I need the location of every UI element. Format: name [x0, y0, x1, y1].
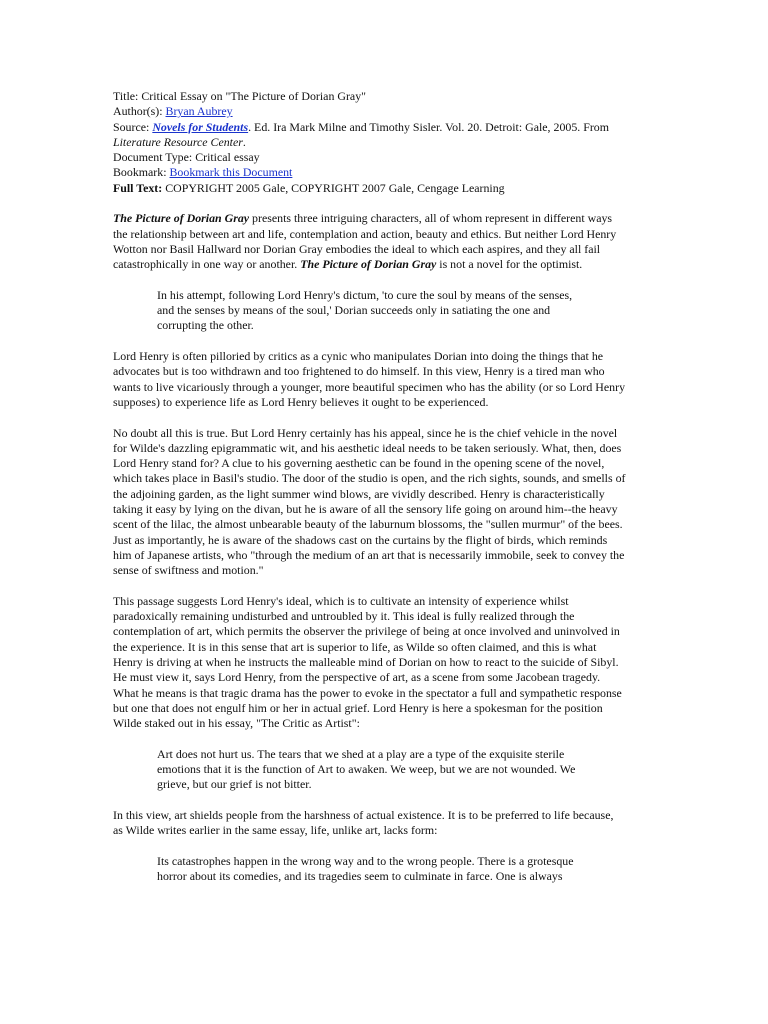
- quote-line: Art does not hurt us. The tears that we shed at a play are a type of the exquisite sterile: [157, 746, 565, 761]
- novel-title: The Picture of Dorian Gray: [113, 211, 250, 226]
- block-quote-1: [157, 288, 658, 334]
- doctype-label: Document Type:: [113, 150, 193, 165]
- paragraph-line: scent of the lilac, the almost unbearable beauty of the laburnum blossoms, the "sullen murmur" of the bees.: [113, 517, 623, 532]
- paragraph-line: supposes) to experience life as Lord Henry believes it ought to be experienced.: [113, 394, 489, 409]
- block-quote-3: [157, 854, 658, 885]
- paragraph-line: the experience. It is in this sense that art is superior to life, as Wilde so often claimed, and this is what: [113, 639, 597, 654]
- source-line: [113, 120, 658, 135]
- quote-line: In his attempt, following Lord Henry's dictum, 'to cure the soul by means of the senses,: [157, 287, 573, 302]
- quote-line: and the senses by means of the soul,' Dorian succeeds only in satiating the one and: [157, 303, 551, 318]
- fulltext-line: [113, 181, 658, 196]
- source-database: Literature Resource Center: [113, 134, 243, 149]
- paragraph-line: [113, 211, 658, 226]
- quote-line: emotions that it is the function of Art to awaken. We weep, but we are not wounded. We: [157, 762, 576, 777]
- paragraph-line: [113, 257, 658, 272]
- document-metadata: [113, 89, 658, 196]
- paragraph-line: advocates but is too withdrawn and too frightened to do himself. In this view, Henry is a tired man who: [113, 364, 605, 379]
- paragraph-line: him of Japanese artists, who "through the medium of an art that is necessarily immobile, seek to convey the: [113, 547, 625, 562]
- paragraph-line: This passage suggests Lord Henry's ideal, which is to cultivate an intensity of experience whilst: [113, 593, 569, 608]
- paragraph-line: the adjoining garden, as the light summer wind blows, are vividly described. Henry is characteristically: [113, 486, 605, 501]
- title-value: Critical Essay on "The Picture of Dorian Gray": [141, 89, 366, 103]
- intro-paragraph: [113, 211, 658, 272]
- source-link[interactable]: Novels for Students: [152, 119, 249, 134]
- paragraph-line: as Wilde writes earlier in the same essay, life, unlike art, lacks form:: [113, 823, 438, 838]
- text-run: presents three intriguing characters, all of whom represent in different ways: [249, 211, 613, 226]
- paragraph-line: Lord Henry is often pilloried by critics as a cynic who manipulates Dorian into doing the things that he: [113, 349, 604, 364]
- title-line: [113, 89, 658, 104]
- paragraph-line: Just as importantly, he is aware of the shadows cast on the curtains by the flight of birds, which reminds: [113, 532, 608, 547]
- paragraph-line: No doubt all this is true. But Lord Henry certainly has his appeal, since he is the chief vehicle in the novel: [113, 425, 618, 440]
- bookmark-label: Bookmark:: [113, 165, 167, 180]
- paragraph-line: Henry is driving at when he instructs the malleable mind of Dorian on how to react to the suicide of Sibyl.: [113, 654, 619, 669]
- authors-label: Author(s):: [113, 104, 163, 119]
- authors-line: [113, 104, 658, 119]
- paragraph-line: He must view it, says Lord Henry, from the perspective of art, as a scene from some Jacobean tragedy.: [113, 670, 601, 685]
- fulltext-label: Full Text:: [113, 180, 163, 195]
- paragraph-line: which takes place in Basil's studio. The door of the studio is open, and the rich sights, sounds, and smells of: [113, 471, 626, 486]
- paragraph-line: wants to live vicariously through a younger, more beautiful specimen who has the ability (or so Lord Henry: [113, 379, 626, 394]
- source-details: . Ed. Ira Mark Milne and Timothy Sisler. Vol. 20. Detroit: Gale, 2005. From: [248, 119, 610, 134]
- paragraph-3: [113, 426, 658, 579]
- quote-line: grieve, but our grief is not bitter.: [157, 777, 312, 792]
- novel-title: The Picture of Dorian Gray: [300, 257, 437, 272]
- quote-line: corrupting the other.: [157, 318, 254, 333]
- source-period: .: [242, 134, 246, 149]
- bookmark-link[interactable]: Bookmark this Document: [169, 165, 293, 180]
- quote-line: horror about its comedies, and its tragedies seem to culminate in farce. One is always: [157, 869, 563, 884]
- text-run: catastrophically in one way or another.: [113, 257, 301, 272]
- block-quote-2: [157, 747, 658, 793]
- fulltext-value: COPYRIGHT 2005 Gale, COPYRIGHT 2007 Gale, Cengage Learning: [165, 180, 505, 195]
- paragraph-4: [113, 594, 658, 732]
- doctype-line: [113, 150, 658, 165]
- paragraph-2: [113, 349, 658, 410]
- paragraph-line: but one that does not engulf him or her in actual grief. Lord Henry is here a spokesman for the position: [113, 700, 603, 715]
- source-label: Source:: [113, 119, 150, 134]
- paragraph-line: the relationship between art and life, contemplation and action, beauty and ethics. But neither Lord Henry: [113, 226, 617, 241]
- title-label: Title:: [113, 89, 139, 103]
- bookmark-line: [113, 165, 658, 180]
- paragraph-line: What he means is that tragic drama has the power to evoke in the spectator a full and sympathetic response: [113, 685, 622, 700]
- author-link[interactable]: Bryan Aubrey: [165, 104, 233, 119]
- paragraph-5: [113, 808, 658, 839]
- paragraph-line: contemplation of art, which permits the observer the privilege of being at once involved and uninvolved in: [113, 624, 620, 639]
- quote-line: Its catastrophes happen in the wrong way and to the wrong people. There is a grotesque: [157, 853, 574, 868]
- text-run: is not a novel for the optimist.: [436, 257, 583, 272]
- paragraph-line: paradoxically remaining undisturbed and untroubled by it. This ideal is fully realized through the: [113, 609, 575, 624]
- paragraph-line: Wotton nor Basil Hallward nor Dorian Gray embodies the ideal to which each aspires, and they all fail: [113, 241, 601, 256]
- doctype-value: Critical essay: [195, 150, 260, 165]
- paragraph-line: Wilde staked out in his essay, "The Critic as Artist":: [113, 716, 360, 731]
- paragraph-line: In this view, art shields people from the harshness of actual existence. It is to be preferred to life because,: [113, 807, 614, 822]
- paragraph-line: sense of swiftness and motion.": [113, 563, 264, 578]
- source-line-2: [113, 135, 658, 150]
- document-page: [113, 89, 658, 900]
- paragraph-line: taking it easy by lying on the divan, but he is aware of all the sensory life going on around him--the heavy: [113, 502, 618, 517]
- paragraph-line: Lord Henry stand for? A clue to his governing aesthetic can be found in the opening scene of the novel,: [113, 456, 605, 471]
- paragraph-line: for Wilde's dazzling epigrammatic wit, and his aesthetic ideal needs to be taken seriously. What, then, does: [113, 440, 622, 455]
